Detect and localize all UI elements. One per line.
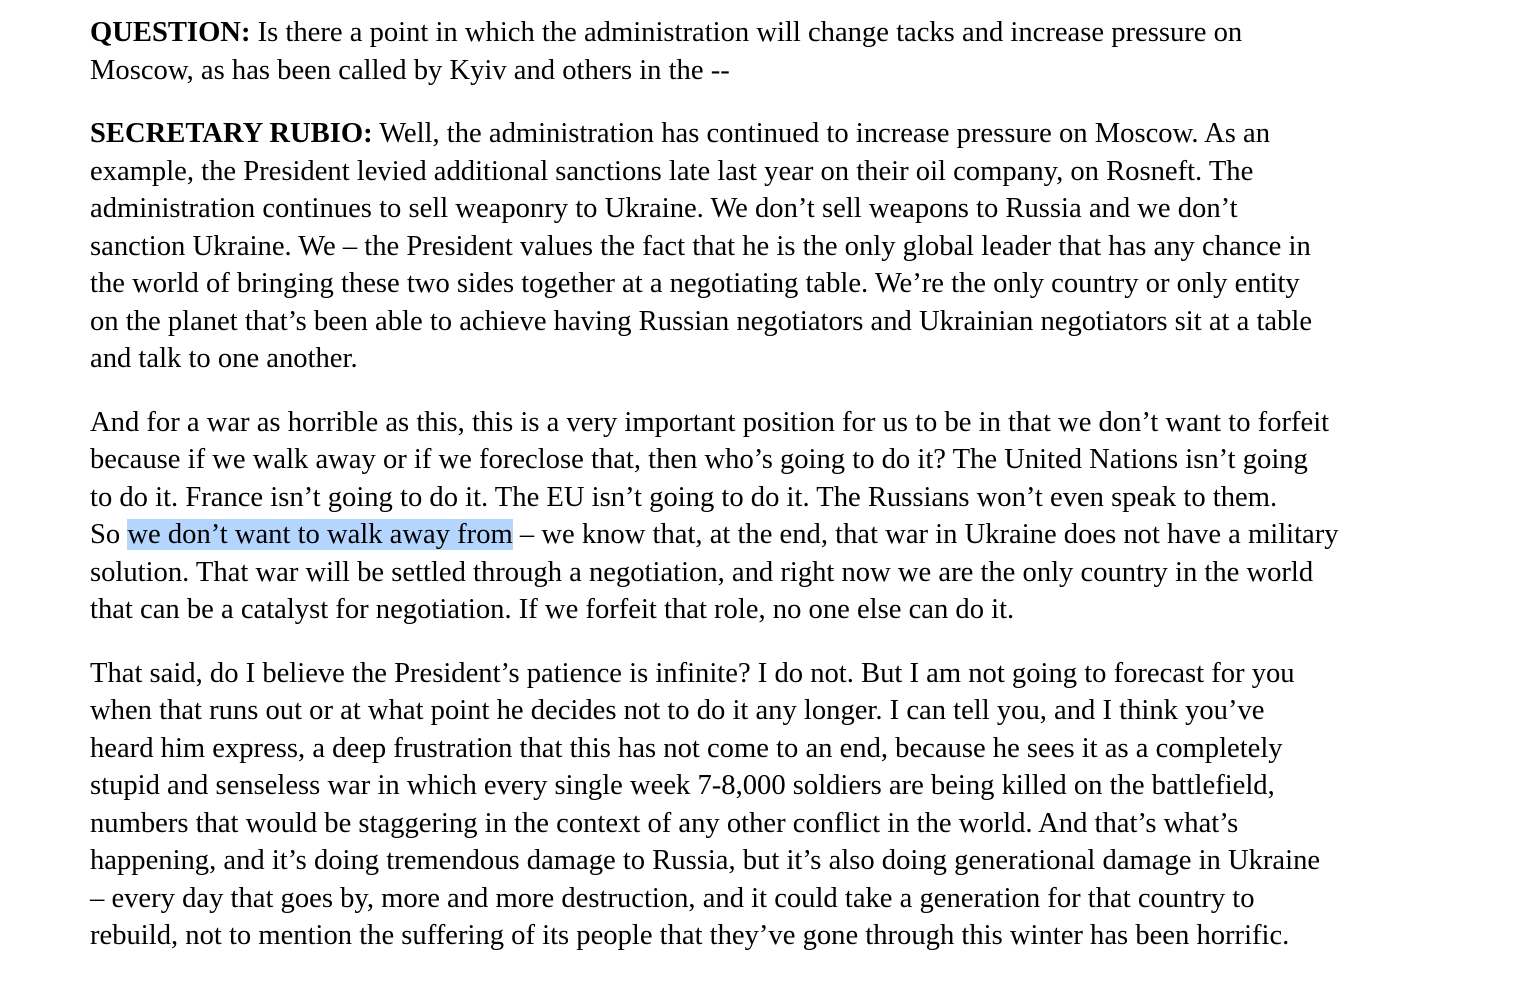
text-line[interactable]: sanction Ukraine. We – the President values the fact that he is the only global leader that has any chance in — [90, 230, 1311, 262]
text-line[interactable]: And for a war as horrible as this, this is a very important position for us to be in that we don’t want to forfeit — [90, 406, 1330, 438]
speaker-label: QUESTION: — [90, 17, 251, 48]
line-text: – we know that, at the end, that war in Ukraine does not have a military — [512, 519, 1339, 550]
text-line[interactable] — [90, 14, 1510, 52]
text-line[interactable]: that can be a catalyst for negotiation. If we forfeit that role, no one else can do it. — [90, 594, 1015, 625]
text-line[interactable]: happening, and it’s doing tremendous damage to Russia, but it’s also doing generational damage in Ukraine — [90, 845, 1321, 876]
text-line[interactable]: because if we walk away or if we foreclose that, then who’s going to do it? The United Nations isn’t going — [90, 444, 1308, 475]
text-line[interactable]: heard him express, a deep frustration that this has not come to an end, because he sees it as a completely — [90, 732, 1283, 764]
line-text: Well, the administration has continued to increase pressure on Moscow. As an — [372, 118, 1271, 149]
text-line[interactable] — [90, 115, 1510, 153]
text-line[interactable]: when that runs out or at what point he decides not to do it any longer. I can tell you, and I think you’ve — [90, 695, 1265, 726]
text-line[interactable] — [90, 516, 1510, 554]
line-text: Is there a point in which the administration will change tacks and increase pressure on — [250, 17, 1243, 48]
text-line[interactable]: That said, do I believe the President’s patience is infinite? I do not. But I am not going to forecast for you — [90, 657, 1295, 689]
selected-text-highlight[interactable]: we don’t want to walk away from — [127, 519, 513, 550]
line-text: So — [90, 519, 128, 550]
text-line[interactable]: rebuild, not to mention the suffering of its people that they’ve gone through this winter has been horrific. — [90, 920, 1290, 951]
text-line[interactable]: to do it. France isn’t going to do it. The EU isn’t going to do it. The Russians won’t even speak to them. — [90, 481, 1278, 513]
paragraph-war-position — [90, 404, 1510, 629]
speaker-label: SECRETARY RUBIO: — [90, 118, 373, 149]
text-line[interactable]: stupid and senseless war in which every single week 7-8,000 soldiers are being killed on the battlefield, — [90, 770, 1275, 801]
paragraph-rubio-answer — [90, 115, 1510, 378]
paragraph-president-patience — [90, 655, 1510, 955]
text-line[interactable]: example, the President levied additional sanctions late last year on their oil company, on Rosneft. The — [90, 155, 1254, 187]
text-line[interactable]: and talk to one another. — [90, 343, 358, 374]
text-line[interactable]: Moscow, as has been called by Kyiv and others in the -- — [90, 54, 730, 86]
text-line[interactable]: solution. That war will be settled through a negotiation, and right now we are the only country in the world — [90, 556, 1314, 588]
text-line[interactable]: the world of bringing these two sides together at a negotiating table. We’re the only country or only entity — [90, 268, 1300, 299]
text-line[interactable]: – every day that goes by, more and more destruction, and it could take a generation for that country to — [90, 882, 1255, 914]
paragraph-question — [90, 14, 1510, 89]
text-line[interactable]: numbers that would be staggering in the context of any other conflict in the world. And that’s what’s — [90, 807, 1239, 839]
text-line[interactable]: on the planet that’s been able to achieve having Russian negotiators and Ukrainian negotiators sit at a table — [90, 305, 1313, 337]
text-line[interactable]: administration continues to sell weaponry to Ukraine. We don’t sell weapons to Russia and we don’t — [90, 193, 1238, 224]
document-body — [90, 14, 1510, 981]
